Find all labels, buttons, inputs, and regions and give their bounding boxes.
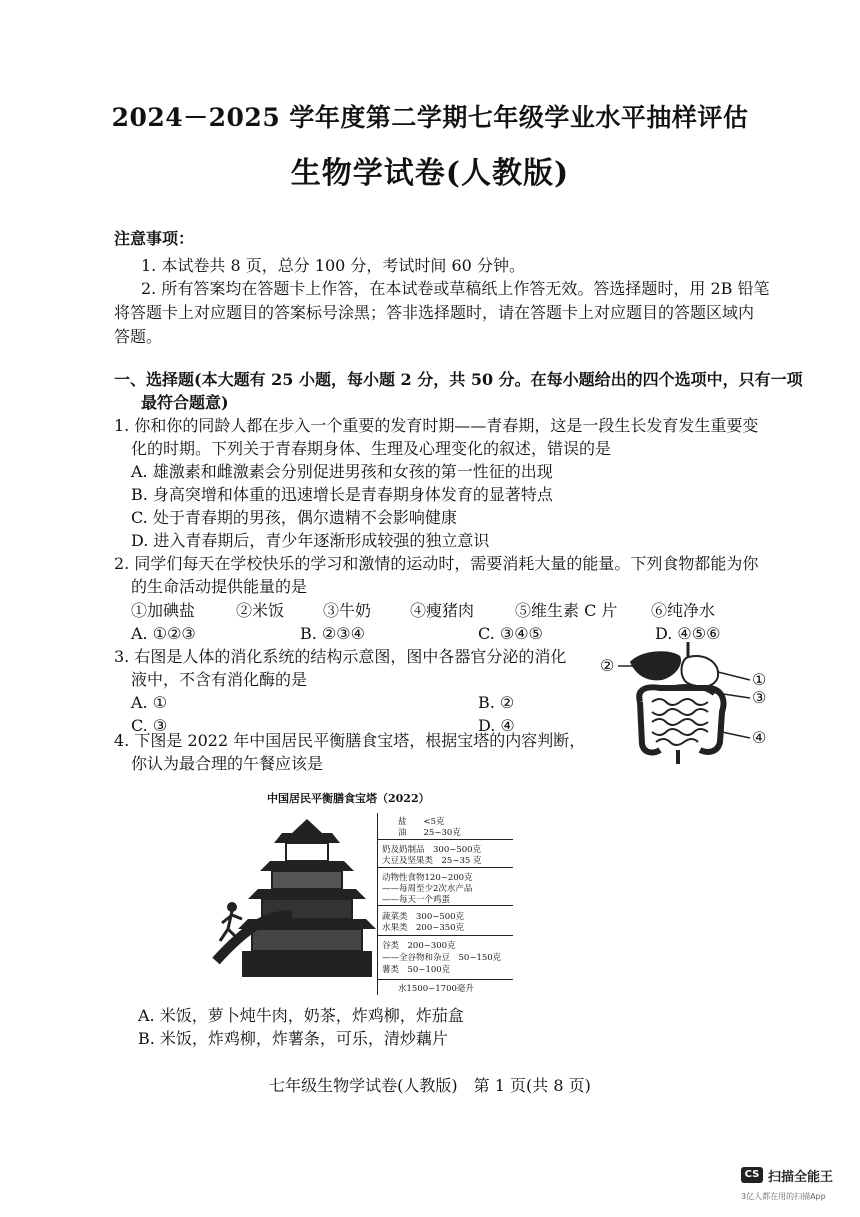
camscanner-tagline: 3亿人都在用的扫描App <box>741 1192 826 1201</box>
notice-item-2-line-1: 2. 所有答案均在答题卡上作答，在本试卷或草稿纸上作答无效。答选择题时，用 2B 铅笔 <box>141 279 770 298</box>
exam-title: 2024－2025 学年度第二学期七年级学业水平抽样评估 <box>111 103 749 132</box>
q3-stem-line-1: 3. 右图是人体的消化系统的结构示意图，图中各器官分泌的消化 <box>114 647 567 666</box>
row-soy-nuts: 大豆及坚果类 25~35 克 <box>382 856 482 866</box>
row-vegetables: 蔬菜类 300~500克 <box>382 912 465 922</box>
camscanner-name: 扫描全能王 <box>768 1170 834 1185</box>
row-fruit: 水果类 200~350克 <box>382 923 465 933</box>
page-footer: 七年级生物学试卷(人教版) 第 1 页(共 8 页) <box>269 1076 591 1095</box>
q4-stem-line-1: 4. 下图是 2022 年中国居民平衡膳食宝塔，根据宝塔的内容判断， <box>114 731 586 750</box>
q2-item-6: ⑥纯净水 <box>651 601 716 620</box>
small-intestine-shape <box>652 699 708 745</box>
row-water: 水1500~1700毫升 <box>398 984 474 994</box>
row-whole-grains: ——全谷物和杂豆 50~150克 <box>382 953 502 963</box>
camscanner-logo-icon: CS <box>741 1167 763 1183</box>
q1-option-c: C. 处于青春期的男孩，偶尔遗精不会影响健康 <box>131 508 457 527</box>
pagoda-roof-1 <box>274 833 340 843</box>
row-salt: 盐 <5克 <box>398 817 445 827</box>
q1-option-b: B. 身高突增和体重的迅速增长是青春期身体发育的显著特点 <box>131 485 553 504</box>
q4-stem-line-2: 你认为最合理的午餐应该是 <box>131 754 324 773</box>
q2-item-4: ④瘦猪肉 <box>410 601 475 620</box>
q3-option-a: A. ① <box>131 693 168 712</box>
row-oil: 油 25~30克 <box>398 828 461 838</box>
q2-option-a: A. ①②③ <box>131 624 196 643</box>
notice-item-1: 1. 本试卷共 8 页，总分 100 分，考试时间 60 分钟。 <box>141 256 525 275</box>
q2-item-3: ③牛奶 <box>323 601 372 620</box>
pagoda-drawing <box>212 811 382 981</box>
food-pyramid-title: 中国居民平衡膳食宝塔（2022） <box>267 792 430 805</box>
row-animal-food: 动物性食物120~200克 <box>382 873 473 883</box>
exam-subtitle: 生物学试卷(人教版) <box>290 156 570 191</box>
pagoda-base <box>242 951 372 977</box>
notice-heading: 注意事项： <box>114 229 195 248</box>
q3-option-c: C. ③ <box>131 716 168 735</box>
q2-option-b: B. ②③④ <box>300 624 365 643</box>
row-dairy: 奶及奶制品 300~500克 <box>382 845 482 855</box>
q1-stem-line-2: 化的时期。下列关于青春期身体、生理及心理变化的叙述，错误的是 <box>131 439 612 458</box>
q2-stem-line-1: 2. 同学们每天在学校快乐的学习和激情的运动时，需要消耗大量的能量。下列食物都能为你 <box>114 554 759 573</box>
q2-item-5: ⑤维生素 C 片 <box>515 601 618 620</box>
q3-option-d: D. ④ <box>478 716 515 735</box>
digestive-system-diagram <box>600 642 775 767</box>
label-2: ② <box>600 656 615 675</box>
pyramid-amount-table <box>377 813 513 995</box>
food-pyramid-figure <box>212 783 512 998</box>
q2-option-c: C. ③④⑤ <box>478 624 543 643</box>
row-seafood: ——每周至少2次水产品 <box>382 884 473 894</box>
q1-stem-line-1: 1. 你和你的同龄人都在步入一个重要的发育时期——青春期，这是一段生长发育发生重要变 <box>114 416 759 435</box>
q2-item-2: ②米饭 <box>236 601 285 620</box>
digestive-system-drawing <box>600 642 775 767</box>
notice-item-2-line-3: 答题。 <box>114 327 163 346</box>
section-heading-line-1: 一、选择题(本大题有 25 小题，每小题 2 分，共 50 分。在每小题给出的四个选项中，只有一项 <box>114 370 803 389</box>
pagoda-spire <box>292 819 322 833</box>
section-heading-line-2: 最符合题意) <box>141 393 229 412</box>
q1-option-a: A. 雄激素和雌激素会分别促进男孩和女孩的第一性征的出现 <box>131 462 553 481</box>
notice-item-2-line-2: 将答题卡上对应题目的答案标号涂黑；答非选择题时，请在答题卡上对应题目的答题区域内 <box>114 303 755 322</box>
row-grains: 谷类 200~300克 <box>382 941 456 951</box>
label-3: ③ <box>752 688 767 707</box>
label-1: ① <box>752 670 767 689</box>
row-tubers: 薯类 50~100克 <box>382 965 451 975</box>
label-4: ④ <box>752 728 767 747</box>
stomach-shape <box>682 656 719 687</box>
q1-option-d: D. 进入青春期后，青少年逐渐形成较强的独立意识 <box>131 531 490 550</box>
q2-stem-line-2: 的生命活动提供能量的是 <box>131 577 308 596</box>
q3-stem-line-2: 液中，不含有消化酶的是 <box>131 670 308 689</box>
colon-left-shape <box>640 702 660 752</box>
large-intestine-shape <box>639 687 723 752</box>
row-egg: ——每天一个鸡蛋 <box>382 895 451 905</box>
q2-item-1: ①加碘盐 <box>131 601 196 620</box>
q3-option-b: B. ② <box>478 693 515 712</box>
pagoda-roof-2 <box>260 861 354 871</box>
q4-option-a: A. 米饭，萝卜炖牛肉，奶茶，炸鸡柳，炸茄盒 <box>138 1006 464 1025</box>
q2-option-d: D. ④⑤⑥ <box>655 624 721 643</box>
liver-shape <box>630 651 681 680</box>
pagoda-roof-3 <box>248 889 366 899</box>
q4-option-b: B. 米饭，炸鸡柳，炸薯条，可乐，清炒藕片 <box>138 1029 448 1048</box>
